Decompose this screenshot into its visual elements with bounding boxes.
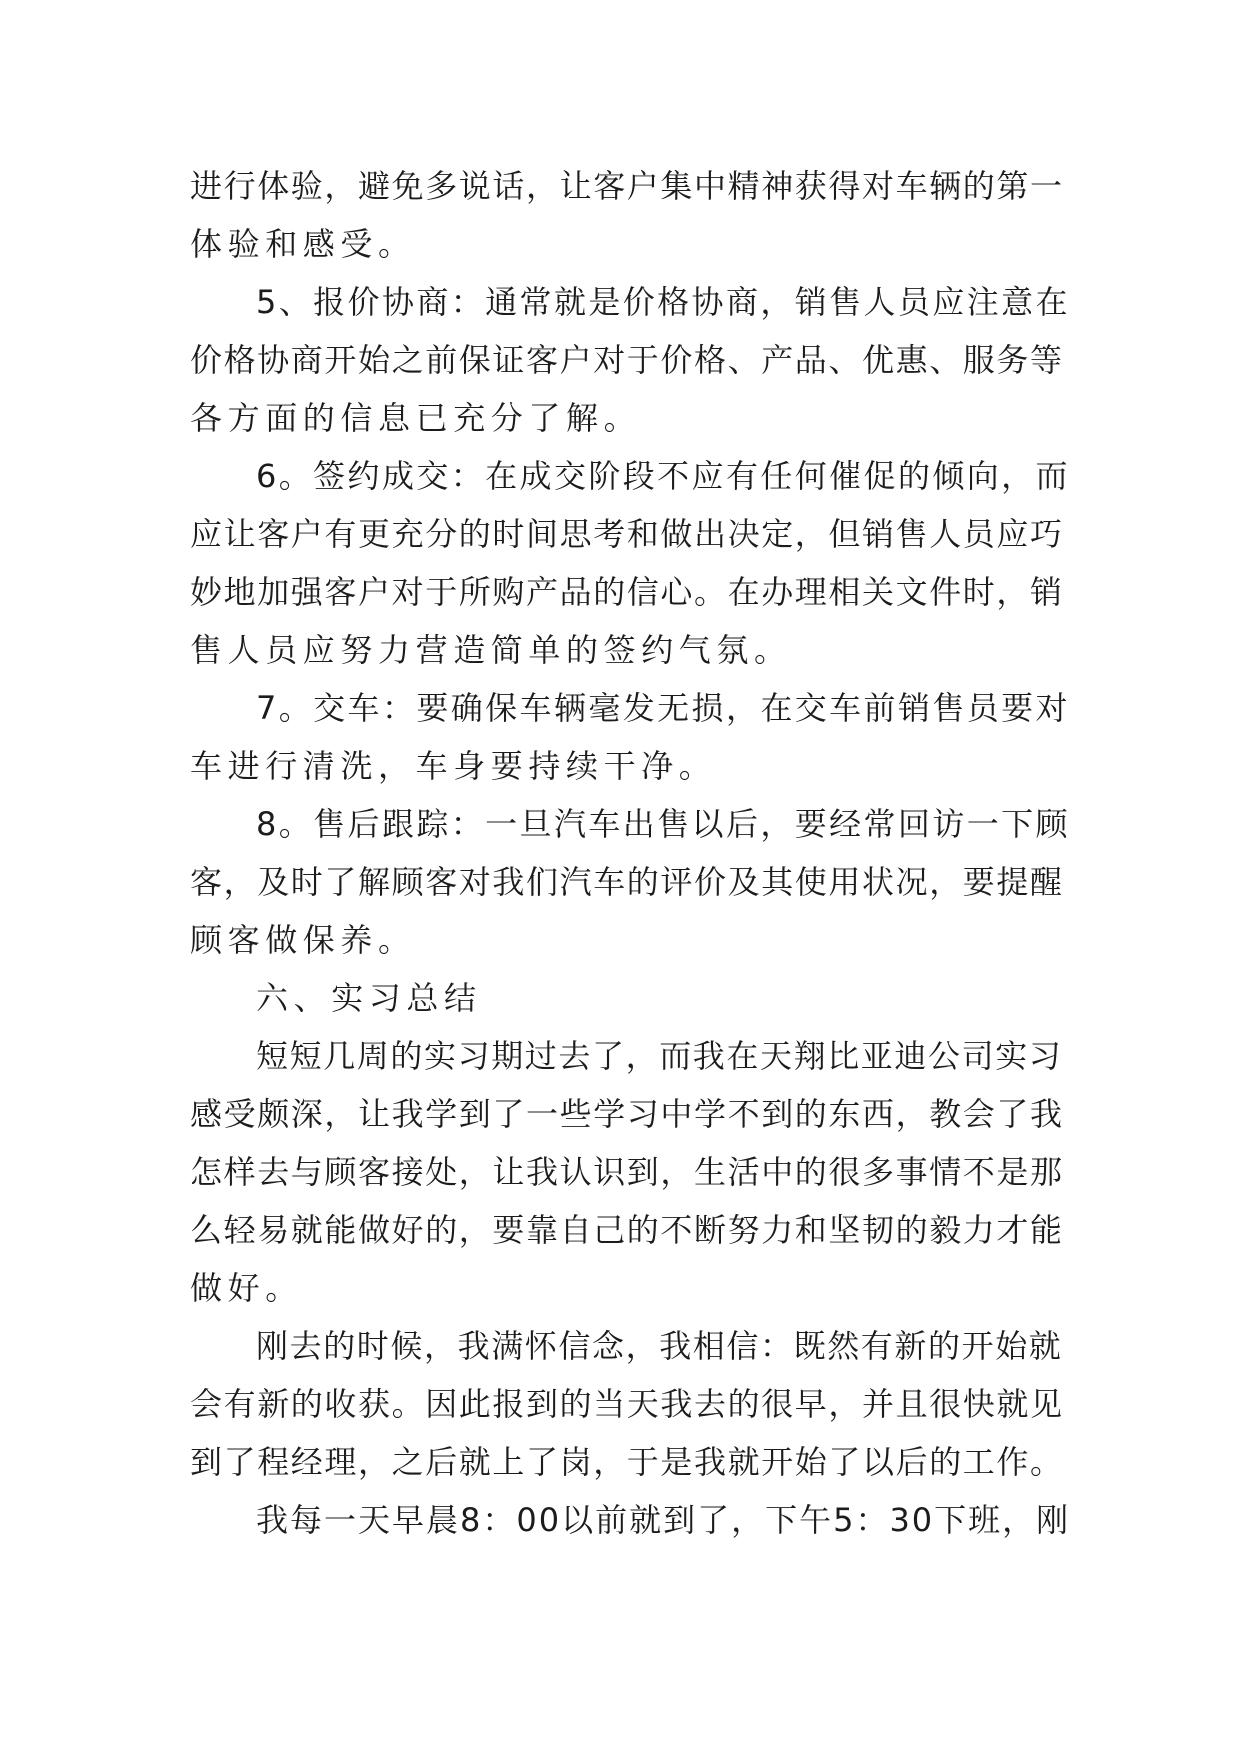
text-line: 会有新的收获。因此报到的当天我去的很早，并且很快就见 [190, 1385, 1064, 1423]
paragraph-start: 8。售后跟踪：一旦汽车出售以后，要经常回访一下顾 [256, 805, 1070, 843]
paragraph-start: 短短几周的实习期过去了，而我在天翔比亚迪公司实习 [256, 1037, 1063, 1075]
text-line: 怎样去与顾客接处，让我认识到，生活中的很多事情不是那 [190, 1153, 1064, 1191]
text-line: 进行体验，避免多说话，让客户集中精神获得对车辆的第一 [190, 167, 1064, 205]
text-line: 妙地加强客户对于所购产品的信心。在办理相关文件时，销 [190, 573, 1064, 611]
section-heading: 六、实习总结 [256, 979, 482, 1017]
paragraph-start: 刚去的时候，我满怀信念，我相信：既然有新的开始就 [256, 1327, 1063, 1365]
text-line: 么轻易就能做好的，要靠自己的不断努力和坚韧的毅力才能 [190, 1211, 1064, 1249]
text-line: 应让客户有更充分的时间思考和做出决定，但销售人员应巧 [190, 515, 1064, 553]
text-line: 做好。 [190, 1269, 303, 1307]
text-line: 价格协商开始之前保证客户对于价格、产品、优惠、服务等 [190, 341, 1064, 379]
paragraph-start: 5、报价协商：通常就是价格协商，销售人员应注意在 [256, 283, 1070, 321]
text-line: 售人员应努力营造简单的签约气氛。 [190, 631, 792, 669]
text-line: 客，及时了解顾客对我们汽车的评价及其使用状况，要提醒 [190, 863, 1064, 901]
text-line: 顾客做保养。 [190, 921, 416, 959]
text-line: 各方面的信息已充分了解。 [190, 399, 642, 437]
text-line: 体验和感受。 [190, 225, 416, 263]
paragraph-start: 我每一天早晨8：00以前就到了，下午5：30下班，刚 [256, 1501, 1071, 1539]
text-line: 到了程经理，之后就上了岗，于是我就开始了以后的工作。 [190, 1443, 1064, 1481]
text-line: 感受颇深，让我学到了一些学习中学不到的东西，教会了我 [190, 1095, 1064, 1133]
text-line: 车进行清洗，车身要持续干净。 [190, 747, 717, 785]
paragraph-start: 7。交车：要确保车辆毫发无损，在交车前销售员要对 [256, 689, 1070, 727]
paragraph-start: 6。签约成交：在成交阶段不应有任何催促的倾向，而 [256, 457, 1070, 495]
